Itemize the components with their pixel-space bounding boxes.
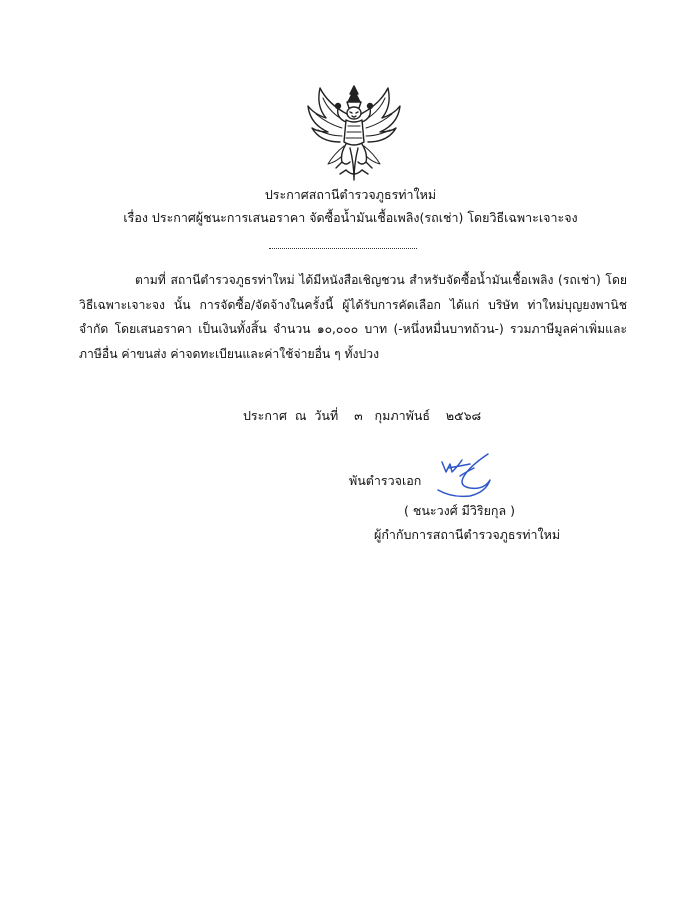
garuda-emblem-icon [306,84,402,184]
handwritten-signature [430,450,496,500]
signer-rank: พันตำรวจเอก [349,473,422,488]
signer-position: ผู้กำกับการสถานีตำรวจภูธรท่าใหม่ [374,527,561,542]
announcement-date: ประกาศ ณ วันที่ ๓ กุมภาพันธ์ ๒๕๖๘ [243,408,482,423]
divider [269,248,417,249]
document-heading: ประกาศสถานีตำรวจภูธรท่าใหม่ [264,187,437,202]
document-body: ตามที่ สถานีตำรวจภูธรท่าใหม่ ได้มีหนังสือเชิญชวน สำหรับจัดซื้อน้ำมันเชื้อเพลิง (รถเช่า) โดยวิธีเฉพาะเจาะจง นั้น การจัดซื้อ/จัดจ้างในครั้งนี้ ผู้ได้รับการคัดเลือก ได้แก่ บริษัท ท่าใหม่บุญยงพานิช จำกัด โดยเสนอราคา เป็นเงินทั้งสิ้น จำนวน ๑๐,๐๐๐ บาท (-หนึ่งหมื่นบาทถ้วน-) รวมภาษีมูลค่าเพิ่มและภาษีอื่น ค่าขนส่ง ค่าจดทะเบียนและค่าใช้จ่ายอื่น ๆ ทั้งปวง [79,273,627,361]
signer-name: ( ชนะวงศ์ มีวิริยกุล ) [404,503,515,518]
document-subject: เรื่อง ประกาศผู้ชนะการเสนอราคา จัดซื้อน้ำมันเชื้อเพลิง(รถเช่า) โดยวิธีเฉพาะเจาะจง [123,210,578,225]
